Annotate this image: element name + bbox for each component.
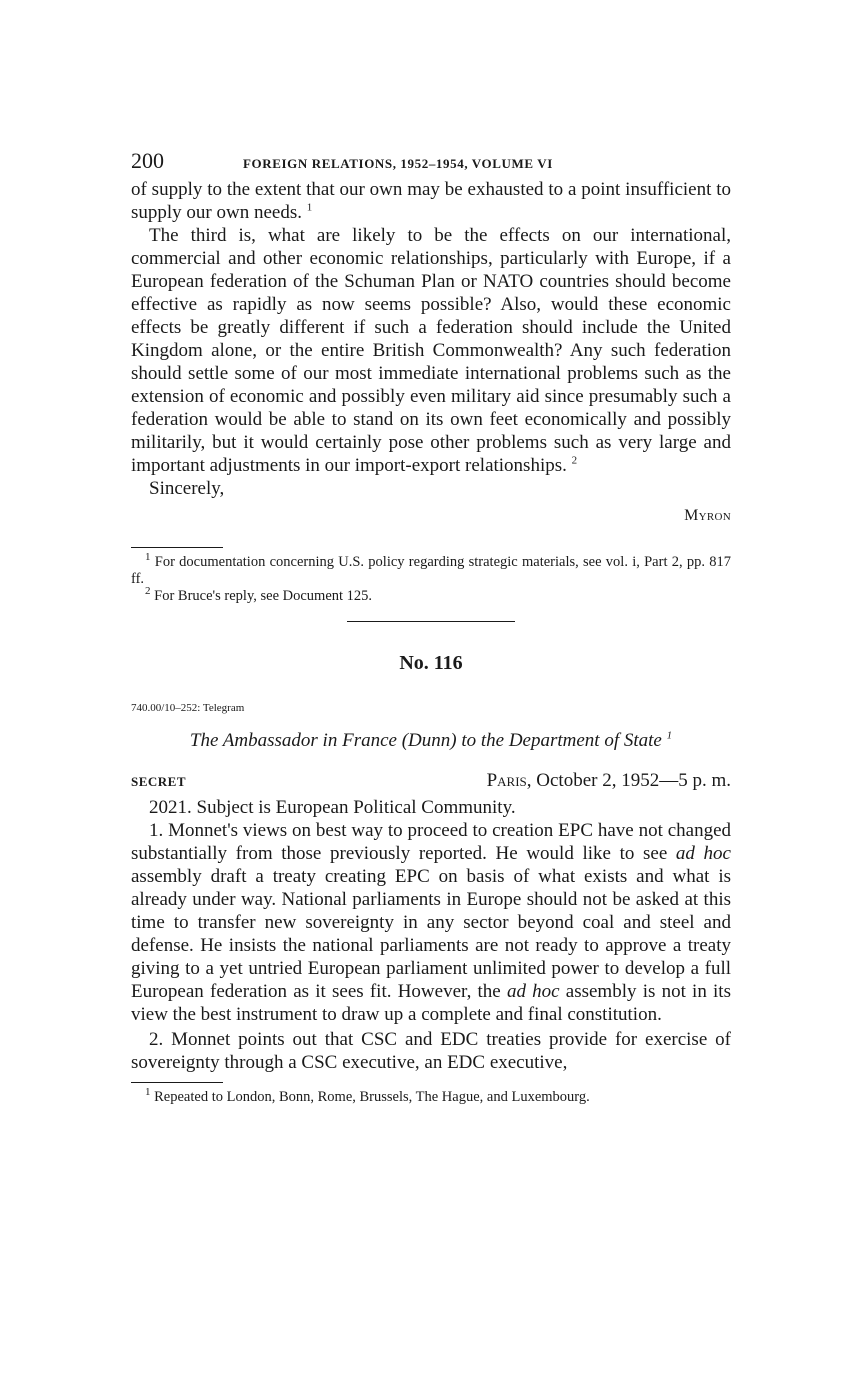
document-title: The Ambassador in France (Dunn) to the Department of State $^1$ bbox=[189, 729, 673, 751]
footnote-1: $^1$ For documentation concerning U.S. policy regarding strategic materials, see vol. i, Part 2, pp. 817 ff. bbox=[131, 551, 731, 587]
signature: Myron bbox=[684, 507, 731, 524]
footnote-divider bbox=[131, 1082, 223, 1083]
telegram-paragraph-1: 1. Monnet's views on best way to proceed to creation EPC have not changed substantially from those previously reported. He would like to see ad hoc assembly draft a treaty creating EPC on basis of what exists and what is already under way. National parliaments in Europe should not be asked at this time to transfer new sovereignty in any sector beyond coal and steel and defense. He insists the national parliaments are not ready to approve a treaty giving to a yet untried European parliament unlimited power to develop a full European federation as it sees fit. However, the ad hoc assembly is not in its view the best instrument to draw up a complete and final constitution. bbox=[131, 820, 731, 1025]
page-number: 200 bbox=[131, 148, 164, 173]
document-number: No. 116 bbox=[399, 652, 463, 674]
footnote-divider bbox=[131, 547, 223, 548]
place: Paris, bbox=[486, 770, 532, 791]
letter-paragraph-2: The third is, what are likely to be the effects on our international, commercial and other economic relationships, particularly with Europe, if a European federation of the Schuman Plan or NATO countries should become effective as rapidly as now seems possible? Also, would these economic effects be greatly different if such a federation should include the United Kingdom alone, or the entire British Commonwealth? Any such federation should settle some of our most immediate international problems such as the extension of economic and possibly even military aid since presumably such a federation would be able to stand on its own feet economically and possibly militarily, but it would certainly pose other problems such as very large and important adjustments in our import-export relationships. $^2$ bbox=[131, 225, 731, 476]
footnote-doc-1: $^1$ Repeated to London, Bonn, Rome, Brussels, The Hague, and Luxembourg. bbox=[145, 1086, 590, 1105]
document-meta bbox=[131, 770, 731, 792]
classification: SECRET bbox=[131, 774, 187, 789]
running-title: FOREIGN RELATIONS, 1952–1954, VOLUME VI bbox=[243, 156, 553, 171]
footnote-ref: 1 bbox=[666, 729, 673, 742]
letter-closing: Sincerely, bbox=[149, 478, 225, 499]
telegram-subject: 2021. Subject is European Political Community. bbox=[149, 797, 516, 818]
file-reference: 740.00/10–252: Telegram bbox=[131, 702, 245, 714]
footnote-2: $^2$ For Bruce's reply, see Document 125. bbox=[145, 585, 373, 604]
section-divider bbox=[347, 621, 515, 622]
dateline bbox=[487, 770, 731, 792]
date: October 2, 1952—5 p. m. bbox=[536, 770, 731, 791]
document-page bbox=[131, 148, 731, 1106]
footnote-ref: 2 bbox=[571, 454, 578, 467]
page-header bbox=[131, 148, 731, 178]
footnote-ref: 1 bbox=[306, 201, 313, 214]
telegram-paragraph-2: 2. Monnet points out that CSC and EDC treaties provide for exercise of sovereignty through a CSC executive, an EDC executive, bbox=[131, 1029, 731, 1073]
letter-paragraph-1: of supply to the extent that our own may be exhausted to a point insufficient to supply our own needs. $^1$ bbox=[131, 179, 731, 223]
